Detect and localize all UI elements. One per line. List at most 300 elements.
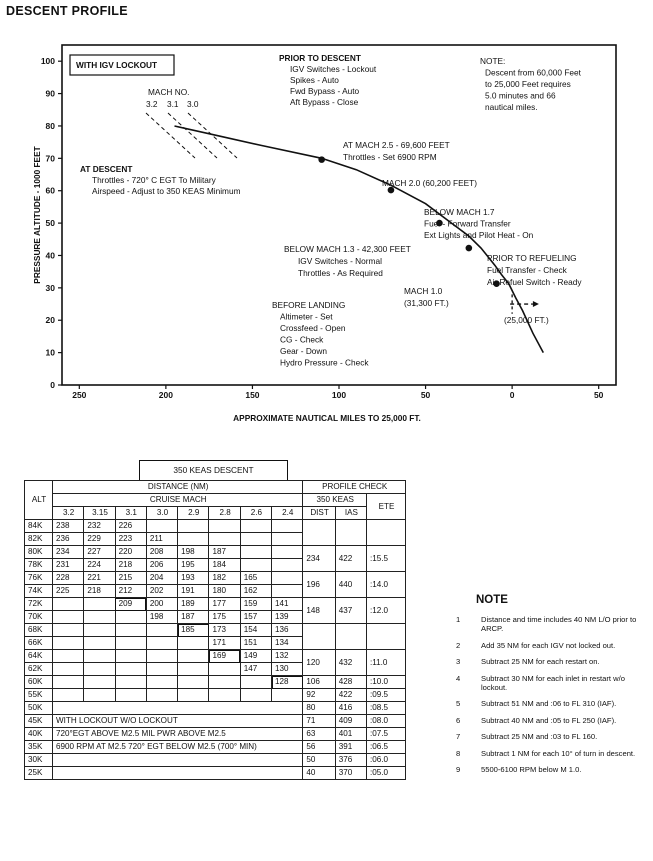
distance-cell: 195 (178, 559, 209, 572)
mach-col-header: 3.1 (115, 507, 146, 520)
lockout-text-cell: 6900 RPM AT M2.5 720° EGT BELOW M2.5 (700° MIN) (53, 741, 303, 754)
table-row (25, 728, 406, 741)
distance-cell (146, 663, 177, 676)
distance-cell (146, 624, 177, 637)
note-item (452, 615, 650, 634)
table-row (25, 676, 406, 689)
distance-cell (53, 663, 84, 676)
table-row (25, 650, 406, 663)
note-number: 4 (456, 673, 461, 683)
alt-cell: 45K (25, 715, 53, 728)
distance-cell (272, 520, 303, 533)
profile-header: PROFILE CHECK (303, 481, 406, 494)
distance-cell (240, 676, 271, 689)
note-number: 7 (456, 732, 461, 742)
distance-cell: 227 (84, 546, 115, 559)
note-number: 6 (456, 715, 461, 725)
note-text: nautical miles. (485, 102, 538, 112)
cruise-header: CRUISE MACH (53, 494, 303, 507)
table-row (25, 689, 406, 702)
distance-cell (209, 533, 240, 546)
distance-cell: 226 (115, 520, 146, 533)
profile-point (318, 156, 325, 163)
keas-header: 350 KEAS (303, 494, 367, 507)
distance-cell (84, 611, 115, 624)
distance-cell (240, 533, 271, 546)
dist-cell: 148 (303, 598, 335, 624)
distance-cell (240, 689, 271, 702)
distance-cell: 232 (84, 520, 115, 533)
below13-text: BELOW MACH 1.3 - 42,300 FEET (284, 244, 411, 254)
distance-cell: 211 (146, 533, 177, 546)
distance-cell: 147 (240, 663, 271, 676)
distance-cell (272, 546, 303, 559)
note-number: 8 (456, 748, 461, 758)
table-row (25, 520, 406, 533)
dist-cell: 234 (303, 546, 335, 572)
mach-col-header: 3.2 (53, 507, 84, 520)
mach-value: 3.0 (187, 99, 199, 109)
distance-cell: 206 (146, 559, 177, 572)
ias-header: IAS (335, 507, 366, 520)
distance-cell: 218 (115, 559, 146, 572)
distance-cell (53, 650, 84, 663)
distance-cell (178, 689, 209, 702)
ias-cell: 391 (335, 741, 366, 754)
dist-header: DIST (303, 507, 335, 520)
ete-cell: :15.5 (367, 546, 406, 572)
x-tick-label: 100 (331, 390, 347, 400)
ias-cell: 428 (335, 676, 366, 689)
y-tick-label: 10 (45, 347, 55, 358)
note-text: 5.0 minutes and 66 (485, 90, 556, 101)
table-title: 350 KEAS DESCENT (139, 460, 288, 480)
distance-cell (178, 663, 209, 676)
ete-cell: :06.5 (367, 741, 406, 754)
note-text: Subtract 30 NM for each inlet in restart w/o lockout. (481, 673, 625, 693)
alt-cell: 40K (25, 728, 53, 741)
distance-cell (272, 533, 303, 546)
distance-cell (84, 689, 115, 702)
ias-cell (335, 520, 366, 546)
x-tick-label: 150 (245, 390, 260, 400)
distance-cell (272, 585, 303, 598)
ete-cell: :14.0 (367, 572, 406, 598)
distance-cell (178, 676, 209, 689)
y-tick-label: 80 (45, 120, 55, 131)
below17-text: Ext Lights and Pilot Heat - On (424, 230, 534, 240)
x-tick-label: 50 (593, 390, 604, 400)
ete-cell: :07.5 (367, 728, 406, 741)
mach-col-header: 2.9 (178, 507, 209, 520)
distance-cell (209, 676, 240, 689)
ias-cell: 416 (335, 702, 366, 715)
y-tick-label: 60 (45, 185, 55, 196)
distance-cell (209, 689, 240, 702)
note-text: Subtract 51 NM and :06 to FL 310 (IAF). (481, 699, 617, 709)
distance-cell: 171 (209, 637, 240, 650)
distance-cell (146, 689, 177, 702)
distance-cell: 159 (240, 598, 271, 611)
ete-cell: :06.0 (367, 754, 406, 767)
dist-cell: 106 (303, 676, 335, 689)
mach10-text: MACH 1.0 (404, 286, 443, 296)
prior-descent-text: Fwd Bypass - Auto (290, 86, 360, 96)
distance-cell: 212 (115, 585, 146, 598)
ete-cell (367, 624, 406, 650)
ete-cell: :12.0 (367, 598, 406, 624)
distance-cell (240, 520, 271, 533)
distance-cell: 134 (272, 637, 303, 650)
distance-cell (53, 689, 84, 702)
ias-cell: 432 (335, 650, 366, 676)
distance-cell: 223 (115, 533, 146, 546)
distance-cell (146, 650, 177, 663)
distance-cell (178, 533, 209, 546)
note-item (452, 716, 650, 725)
distance-cell: 224 (84, 559, 115, 572)
ete-cell (367, 520, 406, 546)
note-number: 2 (456, 640, 461, 650)
distance-cell: 136 (272, 624, 303, 637)
distance-cell: 231 (53, 559, 84, 572)
distance-cell (146, 676, 177, 689)
distance-cell: 169 (209, 650, 240, 663)
distance-cell (178, 637, 209, 650)
page-title: DESCENT PROFILE (6, 4, 128, 18)
mach-line (146, 113, 195, 158)
distance-cell: 165 (240, 572, 271, 585)
distance-header: DISTANCE (NM) (53, 481, 303, 494)
dist-cell: 40 (303, 767, 335, 780)
alt-cell: 74K (25, 585, 53, 598)
table-row (25, 572, 406, 585)
dist-cell (303, 624, 335, 650)
note-text: Subtract 25 NM for each restart on. (481, 657, 600, 667)
note-text: Subtract 1 NM for each 10° of turn in descent. (481, 748, 636, 758)
ias-cell (335, 624, 366, 650)
distance-cell (84, 663, 115, 676)
distance-cell: 198 (146, 611, 177, 624)
note-text: Add 35 NM for each IGV not locked out. (481, 640, 616, 650)
distance-cell: 193 (178, 572, 209, 585)
y-tick-label: 0 (50, 380, 55, 390)
dist-cell: 56 (303, 741, 335, 754)
alt-cell: 64K (25, 650, 53, 663)
alt-cell: 50K (25, 702, 53, 715)
lockout-text-cell (53, 754, 303, 767)
table-row (25, 546, 406, 559)
table-row (25, 702, 406, 715)
below17-text: Fuel - Forward Transfer (424, 218, 511, 229)
alt-cell: 60K (25, 676, 53, 689)
distance-cell: 221 (84, 572, 115, 585)
lockout-label: WITH IGV LOCKOUT (76, 60, 158, 70)
alt-cell: 35K (25, 741, 53, 754)
distance-cell: 202 (146, 585, 177, 598)
y-tick-label: 100 (40, 56, 55, 67)
note-text: 5500-6100 RPM below M 1.0. (481, 765, 582, 775)
profile-point (466, 245, 473, 252)
landing-text: BEFORE LANDING (272, 300, 346, 310)
distance-cell: 238 (53, 520, 84, 533)
alt-cell: 76K (25, 572, 53, 585)
landing-text: Crossfeed - Open (280, 323, 346, 333)
note-text: Subtract 40 NM and :05 to FL 250 (IAF). (481, 715, 617, 725)
notes-panel (452, 594, 650, 781)
alt-cell: 82K (25, 533, 53, 546)
table-row (25, 741, 406, 754)
note-item (452, 749, 650, 758)
table-row (25, 598, 406, 611)
distance-cell: 220 (115, 546, 146, 559)
ias-cell: 409 (335, 715, 366, 728)
x-axis-label: APPROXIMATE NAUTICAL MILES TO 25,000 FT. (233, 413, 421, 423)
descent-table (24, 460, 406, 780)
at-descent-text: Throttles - 720° C EGT To Military (92, 175, 216, 185)
ias-cell: 370 (335, 767, 366, 780)
note-item (452, 641, 650, 650)
ias-cell: 422 (335, 689, 366, 702)
lockout-text-cell (53, 702, 303, 715)
mach-line (188, 113, 237, 158)
alt-cell: 78K (25, 559, 53, 572)
note-number: 5 (456, 699, 461, 709)
note-number: 9 (456, 765, 461, 775)
distance-cell (209, 663, 240, 676)
x-tick-label: 200 (158, 390, 173, 400)
note-text: NOTE: (480, 56, 506, 66)
dist-cell: 50 (303, 754, 335, 767)
distance-cell: 182 (209, 572, 240, 585)
distance-cell: 208 (146, 546, 177, 559)
distance-cell (115, 650, 146, 663)
alt-cell: 80K (25, 546, 53, 559)
arrow-head (533, 301, 539, 307)
distance-cell: 151 (240, 637, 271, 650)
distance-cell: 130 (272, 663, 303, 676)
alt-cell: 68K (25, 624, 53, 637)
distance-cell: 209 (115, 598, 146, 611)
distance-cell: 228 (53, 572, 84, 585)
distance-cell: 157 (240, 611, 271, 624)
notes-title: NOTE (476, 594, 508, 606)
prior-descent-text: IGV Switches - Lockout (290, 64, 377, 74)
distance-cell: 198 (178, 546, 209, 559)
y-axis-label: PRESSURE ALTITUDE - 1000 FEET (32, 146, 42, 284)
ias-cell: 401 (335, 728, 366, 741)
lockout-text-cell: 720°EGT ABOVE M2.5 MIL PWR ABOVE M2.5 (53, 728, 303, 741)
table-row (25, 767, 406, 780)
distance-cell (84, 676, 115, 689)
header-row (25, 481, 406, 494)
distance-cell (53, 611, 84, 624)
at-descent-text: Airspeed - Adjust to 350 KEAS Minimum (92, 186, 241, 196)
mach-value: 3.2 (146, 99, 158, 109)
note-text: Distance and time includes 40 NM L/O prior to ARCP. (481, 615, 637, 634)
note-item (452, 674, 650, 693)
distance-cell: 218 (84, 585, 115, 598)
at-descent-text: AT DESCENT (80, 164, 133, 174)
below17-text: BELOW MACH 1.7 (424, 207, 495, 217)
distance-cell (209, 520, 240, 533)
note-item (452, 699, 650, 708)
distance-cell: 204 (146, 572, 177, 585)
below13-text: IGV Switches - Normal (298, 256, 382, 266)
distance-cell (115, 676, 146, 689)
distance-cell: 154 (240, 624, 271, 637)
distance-cell: 187 (209, 546, 240, 559)
table-row (25, 754, 406, 767)
x-tick-label: 0 (509, 390, 515, 400)
note-number: 1 (456, 615, 461, 624)
mach-value: 3.1 (167, 99, 179, 109)
note-number: 3 (456, 657, 461, 667)
distance-cell: 132 (272, 650, 303, 663)
mach-line (168, 113, 217, 158)
distance-cell: 149 (240, 650, 271, 663)
distance-cell: 175 (209, 611, 240, 624)
ias-cell: 440 (335, 572, 366, 598)
distance-cell (53, 624, 84, 637)
alt-cell: 55K (25, 689, 53, 702)
distance-cell: 215 (115, 572, 146, 585)
y-tick-label: 90 (45, 88, 55, 99)
distance-cell: 173 (209, 624, 240, 637)
distance-cell: 189 (178, 598, 209, 611)
table-row (25, 624, 406, 637)
ete-cell: :10.0 (367, 676, 406, 689)
distance-cell: 185 (178, 624, 209, 637)
25000-text: (25,000 FT.) (504, 315, 549, 325)
alt-cell: 25K (25, 767, 53, 780)
mach25-text: AT MACH 2.5 - 69,600 FEET (343, 140, 450, 150)
alt-cell: 70K (25, 611, 53, 624)
distance-cell (240, 559, 271, 572)
distance-cell (115, 611, 146, 624)
distance-cell: 191 (178, 585, 209, 598)
prior-descent-text: PRIOR TO DESCENT (279, 53, 361, 63)
prior-descent-text: Aft Bypass - Close (290, 97, 359, 107)
note-text: Subtract 25 NM and :03 to FL 160. (481, 732, 598, 742)
alt-cell: 84K (25, 520, 53, 533)
x-tick-label: 250 (72, 390, 87, 400)
distance-cell (84, 637, 115, 650)
mach20-text: MACH 2.0 (60,200 FEET) (382, 178, 477, 188)
distance-cell: 200 (146, 598, 177, 611)
alt-cell: 30K (25, 754, 53, 767)
mach-col-header: 2.6 (240, 507, 271, 520)
distance-cell (178, 520, 209, 533)
header-row (25, 494, 406, 507)
distance-cell: 177 (209, 598, 240, 611)
mach-title: MACH NO. (148, 87, 190, 97)
ete-cell: :08.5 (367, 702, 406, 715)
distance-cell (272, 689, 303, 702)
dist-cell: 63 (303, 728, 335, 741)
distance-cell (115, 689, 146, 702)
note-text: to 25,000 Feet requires (485, 79, 571, 89)
distance-cell (53, 598, 84, 611)
distance-cell: 234 (53, 546, 84, 559)
note-item (452, 732, 650, 741)
y-tick-label: 30 (45, 282, 55, 293)
distance-cell: 236 (53, 533, 84, 546)
dist-cell: 80 (303, 702, 335, 715)
ete-cell: :08.0 (367, 715, 406, 728)
prior-descent-text: Spikes - Auto (290, 75, 339, 85)
distance-cell (84, 650, 115, 663)
header-row (25, 507, 406, 520)
distance-cell: 180 (209, 585, 240, 598)
distance-cell (178, 650, 209, 663)
alt-cell: 72K (25, 598, 53, 611)
alt-cell: 66K (25, 637, 53, 650)
y-tick-label: 40 (45, 250, 55, 261)
y-tick-label: 20 (45, 315, 55, 326)
distance-cell (84, 624, 115, 637)
ete-cell: :09.5 (367, 689, 406, 702)
note-item (452, 657, 650, 666)
mach-col-header: 3.15 (84, 507, 115, 520)
distance-cell (53, 637, 84, 650)
distance-cell: 225 (53, 585, 84, 598)
distance-cell: 187 (178, 611, 209, 624)
y-tick-label: 50 (45, 218, 55, 229)
note-item (452, 765, 650, 774)
refuel-text: Air Refuel Switch - Ready (487, 277, 582, 287)
distance-cell (115, 637, 146, 650)
x-tick-label: 50 (420, 390, 431, 400)
mach25-text: Throttles - Set 6900 RPM (343, 152, 437, 162)
table-row (25, 715, 406, 728)
descent-profile-chart (0, 0, 653, 430)
lockout-text-cell (53, 767, 303, 780)
landing-text: Gear - Down (280, 346, 328, 356)
distance-cell: 128 (272, 676, 303, 689)
dist-cell (303, 520, 335, 546)
landing-text: CG - Check (280, 334, 324, 345)
ias-cell: 376 (335, 754, 366, 767)
ete-header: ETE (367, 494, 406, 520)
distance-cell (84, 598, 115, 611)
distance-cell (53, 676, 84, 689)
ete-cell: :05.0 (367, 767, 406, 780)
distance-cell (272, 572, 303, 585)
refuel-text: PRIOR TO REFUELING (487, 253, 577, 263)
dist-cell: 92 (303, 689, 335, 702)
dist-cell: 71 (303, 715, 335, 728)
distance-cell: 141 (272, 598, 303, 611)
distance-cell (272, 559, 303, 572)
distance-cell: 184 (209, 559, 240, 572)
distance-cell: 162 (240, 585, 271, 598)
alt-cell: 62K (25, 663, 53, 676)
landing-text: Altimeter - Set (280, 311, 333, 322)
mach-col-header: 3.0 (146, 507, 177, 520)
distance-cell (240, 546, 271, 559)
ete-cell: :11.0 (367, 650, 406, 676)
note-text: Descent from 60,000 Feet (485, 67, 581, 78)
mach-col-header: 2.4 (272, 507, 303, 520)
mach-col-header: 2.8 (209, 507, 240, 520)
distance-cell (146, 520, 177, 533)
dist-cell: 120 (303, 650, 335, 676)
lockout-text-cell: WITH LOCKOUT W/O LOCKOUT (53, 715, 303, 728)
landing-text: Hydro Pressure - Check (280, 357, 369, 368)
ias-cell: 422 (335, 546, 366, 572)
distance-cell (115, 624, 146, 637)
